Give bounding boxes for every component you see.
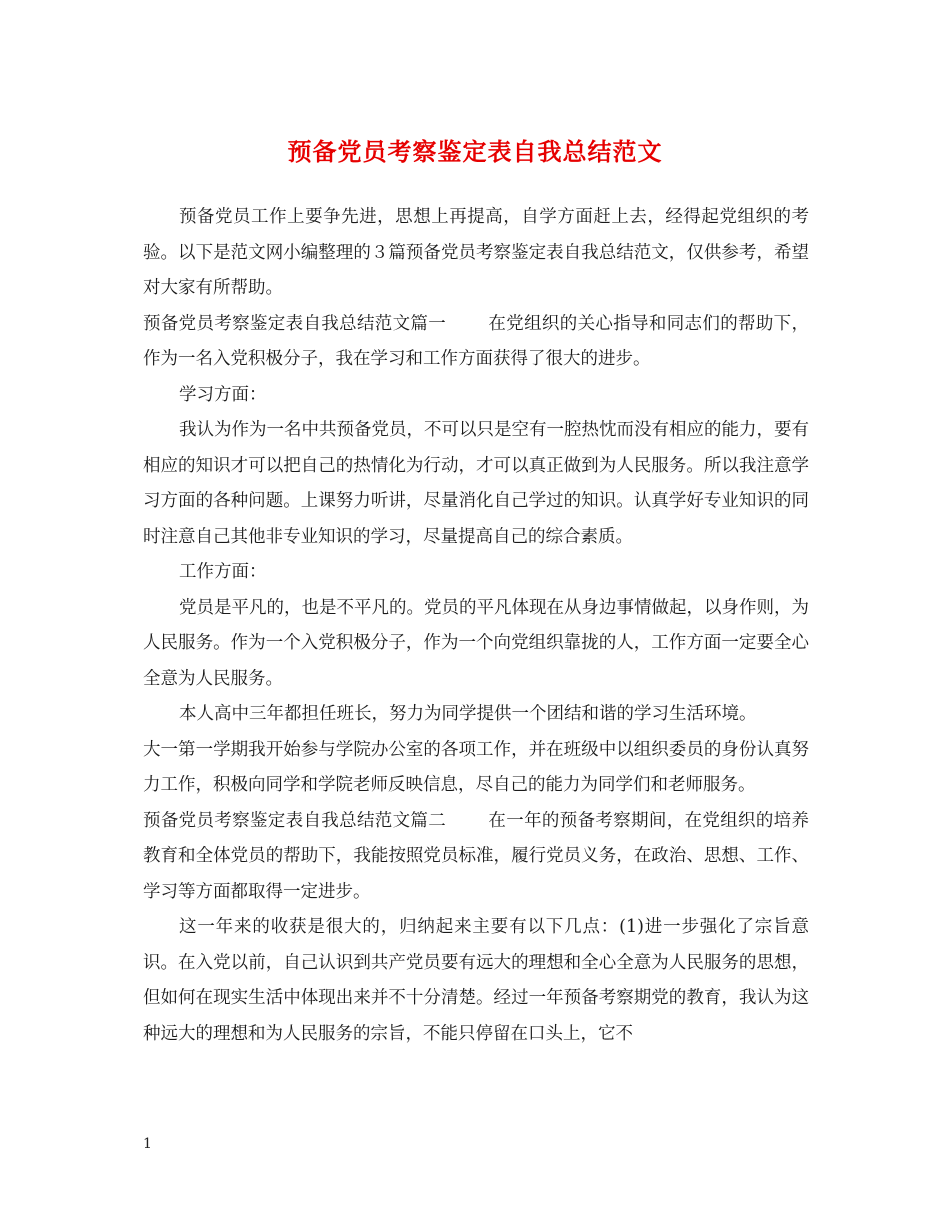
work-paragraph: 党员是平凡的，也是不平凡的。党员的平凡体现在从身边事情做起，以身作则，为人民服务。作为一个入党积极分子，作为一个向党组织靠拢的人，工作方面一定要全心全意为人民服务。 xyxy=(143,597,809,689)
study-paragraph: 我认为作为一名中共预备党员，不可以只是空有一腔热忱而没有相应的能力，要有相应的知识才可以把自己的热情化为行动，才可以真正做到为人民服务。所以我注意学习方面的各种问题。上课努力听讲，尽量消化自己学过的知识。认真学好专业知识的同时注意自己其他非专业知识的学习，尽量提高自己的综合素质。 xyxy=(143,420,809,547)
section-two-text: 在一年的预备考察期间，在党组织的培养教育和全体党员的帮助下，我能按照党员标准，履行党员义务，在政治、思想、工作、学习等方面都取得一定进步。 xyxy=(143,810,810,902)
work-heading: 工作方面： xyxy=(179,562,267,582)
document-body xyxy=(143,200,809,1052)
section-one-heading: 预备党员考察鉴定表自我总结范文篇一 xyxy=(143,313,447,334)
harvest-paragraph: 这一年来的收获是很大的，归纳起来主要有以下几点：(1)进一步强化了宗旨意识。在入党以前，自己认识到共产党员要有远大的理想和全心全意为人民服务的思想，但如何在现实生活中体现出来并不十分清楚。经过一年预备考察期党的教育，我认为这种远大的理想和为人民服务的宗旨，不能只停留在口头上，它不 xyxy=(143,917,809,1044)
section-one-text: 在党组织的关心指导和同志们的帮助下，作为一名入党积极分子，我在学习和工作方面获得了很大的进步。 xyxy=(143,313,810,369)
page-number: 1 xyxy=(143,1136,152,1152)
monitor-paragraph: 本人高中三年都担任班长，努力为同学提供一个团结和谐的学习生活环境。 xyxy=(179,704,757,724)
section-two-paragraph xyxy=(143,804,809,911)
document-title: 预备党员考察鉴定表自我总结范文 xyxy=(287,137,663,166)
study-heading: 学习方面： xyxy=(179,384,267,405)
freshman-paragraph: 大一第一学期我开始参与学院办公室的各项工作，并在班级中以组织委员的身份认真努力工作，积极向同学和学院老师反映信息，尽自己的能力为同学们和老师服务。 xyxy=(143,739,809,795)
section-one-paragraph xyxy=(143,307,809,378)
intro-paragraph: 预备党员工作上要争先进，思想上再提高，自学方面赶上去，经得起党组织的考验。以下是范文网小编整理的３篇预备党员考察鉴定表自我总结范文，仅供参考，希望对大家有所帮助。 xyxy=(143,207,809,298)
section-two-heading: 预备党员考察鉴定表自我总结范文篇二 xyxy=(143,810,447,831)
